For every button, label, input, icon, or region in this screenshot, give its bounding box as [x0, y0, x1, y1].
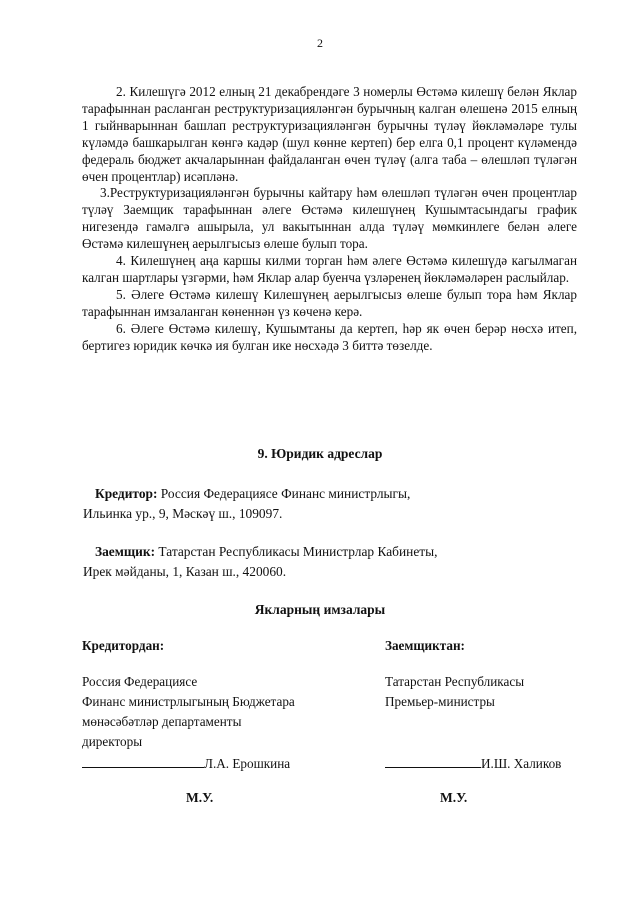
creditor-signatory-line-4: директоры	[82, 734, 143, 749]
borrower-address-block	[83, 542, 575, 582]
creditor-address: Ильинка ур., 9, Мәскәү ш., 109097.	[83, 506, 283, 521]
page-number: 2	[317, 36, 323, 50]
borrower-signature-heading: Заемщиктан:	[385, 638, 465, 653]
paragraph-4: 4. Килешүнең аңа каршы килми торган һәм әлеге Өстәмә килешүдә кагылмаган калган шартлары үзгәрми, һәм Яклар алар буенча үзләренең йөкләмәләрен раслыйлар.	[82, 253, 577, 285]
creditor-label: Кредитор:	[95, 486, 158, 501]
borrower-signature-line	[385, 755, 481, 768]
agreement-body	[82, 84, 577, 355]
borrower-address: Ирек мәйданы, 1, Казан ш., 420060.	[83, 564, 287, 579]
creditor-address-block	[83, 484, 575, 524]
creditor-stamp-place: М.У.	[186, 790, 214, 805]
borrower-name: Татарстан Республикасы Министрлар Кабинеты,	[155, 544, 438, 559]
paragraph-2: 2. Килешүгә 2012 елның 21 декабрендәге 3 номерлы Өстәмә килешү белән Яклар тарафыннан расланган реструктуризацияләнгән бурычның калган өлешенә 2015 елның 1 гыйнварыннан башлап реструктуризацияләнгән бурычны түләү йөкләмәләре тулы күләмдә башкарылган көнгә кадәр (шул көнне кертеп) бер елга 0,1 процент күләмендә федераль бюджет акчаларыннан файдаланган өчен түләү (алга таба – өлешләп түләгән өчен процентлар) исәпләнә.	[82, 84, 577, 184]
creditor-signatory-line-3: мөнәсәбәтләр департаменты	[82, 714, 242, 729]
borrower-signatory-line-1: Татарстан Республикасы	[385, 674, 525, 689]
paragraph-3: 3.Реструктуризацияләнгән бурычны кайтару һәм өлешләп түләгән өчен процентлар түләү Заемщик тарафыннан әлеге Өстәмә килешүнең Кушымтасындагы график нигезендә гамәлгә ашырыла, ул вакытыннан алда түләү мөмкинлеге белән әлеге Өстәмә килешүнең аерылгысыз өлеше булып тора.	[82, 185, 577, 252]
borrower-label: Заемщик:	[95, 544, 156, 559]
creditor-signature-line	[82, 755, 204, 768]
borrower-stamp-place: М.У.	[440, 790, 468, 805]
creditor-signatory-line-2: Финанс министрлыгының Бюджетара	[82, 694, 295, 709]
creditor-signer-name: Л.А. Ерошкина	[204, 756, 291, 771]
legal-addresses-title: 9. Юридик адреслар	[257, 446, 383, 461]
creditor-name: Россия Федерациясе Финанс министрлыгы,	[157, 486, 411, 501]
borrower-signer-name: И.Ш. Халиков	[481, 756, 562, 771]
paragraph-5: 5. Әлеге Өстәмә килешү Килешүнең аерылгысыз өлеше булып тора һәм Яклар тарафыннан имзаланган көненнән үз көченә керә.	[82, 286, 577, 319]
creditor-signature-block	[82, 636, 362, 774]
creditor-signature-heading: Кредитордан:	[82, 638, 165, 653]
borrower-signatory-line-2: Премьер-министры	[385, 694, 495, 709]
paragraph-6: 6. Әлеге Өстәмә килешү, Кушымтаны да кертеп, һәр як өчен берәр нөсхә итеп, бертигез юридик көчкә ия булган ике нөсхәдә 3 биттә төзелде.	[82, 320, 577, 353]
borrower-signature-block	[385, 636, 585, 774]
signatures-title: Якларның имзалары	[254, 602, 386, 617]
creditor-signatory-line-1: Россия Федерациясе	[82, 674, 198, 689]
